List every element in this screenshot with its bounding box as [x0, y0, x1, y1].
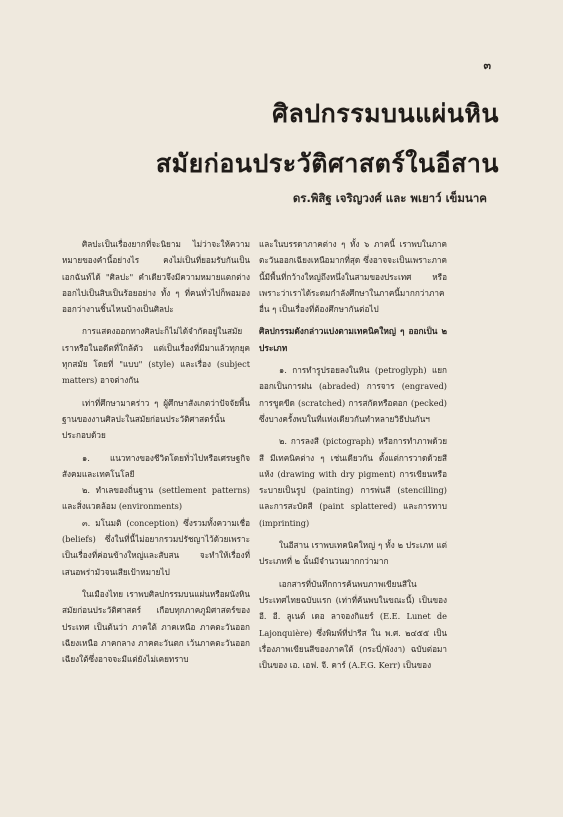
paragraph: เท่าที่ศึกษามาคร่าว ๆ ผู้ศึกษาสังเกตว่าปัจจัยพื้นฐานของงานศิลปะในสมัยก่อนประวัติศาสตร์นั้น ประกอบด้วย — [62, 397, 250, 441]
section-heading: ศิลปกรรมดังกล่าวแบ่งตามเทคนิคใหญ่ ๆ ออกเป็น ๒ ประเภท — [259, 326, 447, 353]
right-column — [259, 236, 447, 673]
page-number: ๓ — [483, 59, 491, 72]
list-item: ๒. ทำเลของถิ่นฐาน (settlement patterns) และสิ่งแวดล้อม (environments) — [62, 485, 250, 512]
paragraph: เอกสารที่บันทึกการค้นพบภาพเขียนสีในประเทศไทยฉบับแรก (เท่าที่ค้นพบในขณะนี้) เป็นของ อี. อี. ลูเนต์ เดอ ลาจองกิแยร์ (E.E. Lunet de Lajonquière) ซึ่งพิมพ์ที่ปารีส ใน พ.ศ. ๒๔๕๕ เป็นเรื่องภาพเขียนสีของภาคใต้ (กระบี่/พังงา) ฉบับต่อมาเป็นของ เอ. เอฟ. จี. คาร์ (A.F.G. Kerr) เป็นของ — [259, 578, 447, 671]
list-item: ๒. การลงสี (pictograph) หรือการทำภาพด้วยสี มีเทคนิคต่าง ๆ เช่นเดียวกัน ตั้งแต่การวาดด้วยสีแห้ง (drawing with dry pigment) การเขียนหรือระบายเป็นรูป (painting) การพ่นสี (stencilling) และการสะบัดสี (paint splattered) และการทาบ (imprinting) — [259, 436, 447, 528]
left-column — [62, 236, 250, 667]
article-authors: ดร.พิสิฐ เจริญวงศ์ และ พเยาว์ เข็มนาค — [292, 191, 487, 205]
list-item: ๑. การทำรูปรอยลงในหิน (petroglyph) แยกออกเป็นการฝน (abraded) การจาร (engraved) การขูดขีด (scratched) การสกัดหรือตอก (pecked) ซึ่งบางครั้งพบในที่แห่งเดียวกันทำหลายวิธีปนกันฯ — [259, 365, 447, 424]
paragraph: ศิลปะเป็นเรื่องยากที่จะนิยาม ไม่ว่าจะให้ความหมายของคำนี้อย่างไร คงไม่เป็นที่ยอมรับกันเป็นเอกฉันท์ได้ "ศิลปะ" คำเดียวจึงมีความหมายแตกต่างออกไปเป็นสิบเป็นร้อยอย่าง ทั้ง ๆ ที่คนทั่วไปก็พอมองออกว่างานชิ้นไหนบ้างเป็นศิลปะ — [62, 239, 250, 315]
paragraph: ในอีสาน เราพบเทคนิคใหญ่ ๆ ทั้ง ๒ ประเภท แต่ประเภทที่ ๒ นั้นมีจำนวนมากกว่ามาก — [259, 540, 447, 567]
list-item: ๑. แนวทางของชีวิตโดยทั่วไปหรือเศรษฐกิจสังคมและเทคโนโลยี — [62, 452, 250, 479]
list-item: ๓. มโนมติ (conception) ซึ่งรวมทั้งความเชื่อ (beliefs) ซึ่งในที่นี้ไม่อยากรวมปรัชญาไว้ด้วยเพราะเป็นเรื่องที่ค่อนข้างใหญ่และสับสน จะทำให้เรื่องที่เสนอพร่ามัวจนเสียเป้าหมายไป — [62, 517, 250, 577]
article-title-line-2: สมัยก่อนประวัติศาสตร์ในอีสาน — [155, 149, 499, 178]
article-title-line-1: ศิลปกรรมบนแผ่นหิน — [272, 99, 499, 128]
paragraph: ในเมืองไทย เราพบศิลปกรรมบนแผ่นหรือผนังหินสมัยก่อนประวัติศาสตร์ เกือบทุกภาคภูมิศาสตร์ของประเทศ เป็นต้นว่า ภาคใต้ ภาคเหนือ ภาคตะวันออกเฉียงเหนือ ภาคกลาง ภาคตะวันตก เว้นภาคตะวันออกเฉียงใต้ซึ่งอาจจะมีแต่ยังไม่เคยทราบ — [62, 588, 250, 665]
paragraph: การแสดงออกทางศิลปะก็ไม่ได้จำกัดอยู่ในสมัยเราหรือในอดีตที่ใกล้ตัว แต่เป็นเรื่องที่มีมาแล้วทุกยุคทุกสมัย โดยที่ "แบบ" (style) และเรื่อง (subject matters) อาจต่างกัน — [62, 326, 250, 386]
paragraph: และในบรรดาภาคต่าง ๆ ทั้ง ๖ ภาคนี้ เราพบในภาคตะวันออกเฉียงเหนือมากที่สุด ซึ่งอาจจะเป็นเพราะภาคนี้มีพื้นที่กว้างใหญ่ถึงหนึ่งในสามของประเทศ หรือเพราะว่าเราได้ระดมกำลังศึกษาในภาคนี้มากกว่าภาคอื่น ๆ เป็นเรื่องที่ต้องศึกษากันต่อไป — [259, 239, 447, 315]
